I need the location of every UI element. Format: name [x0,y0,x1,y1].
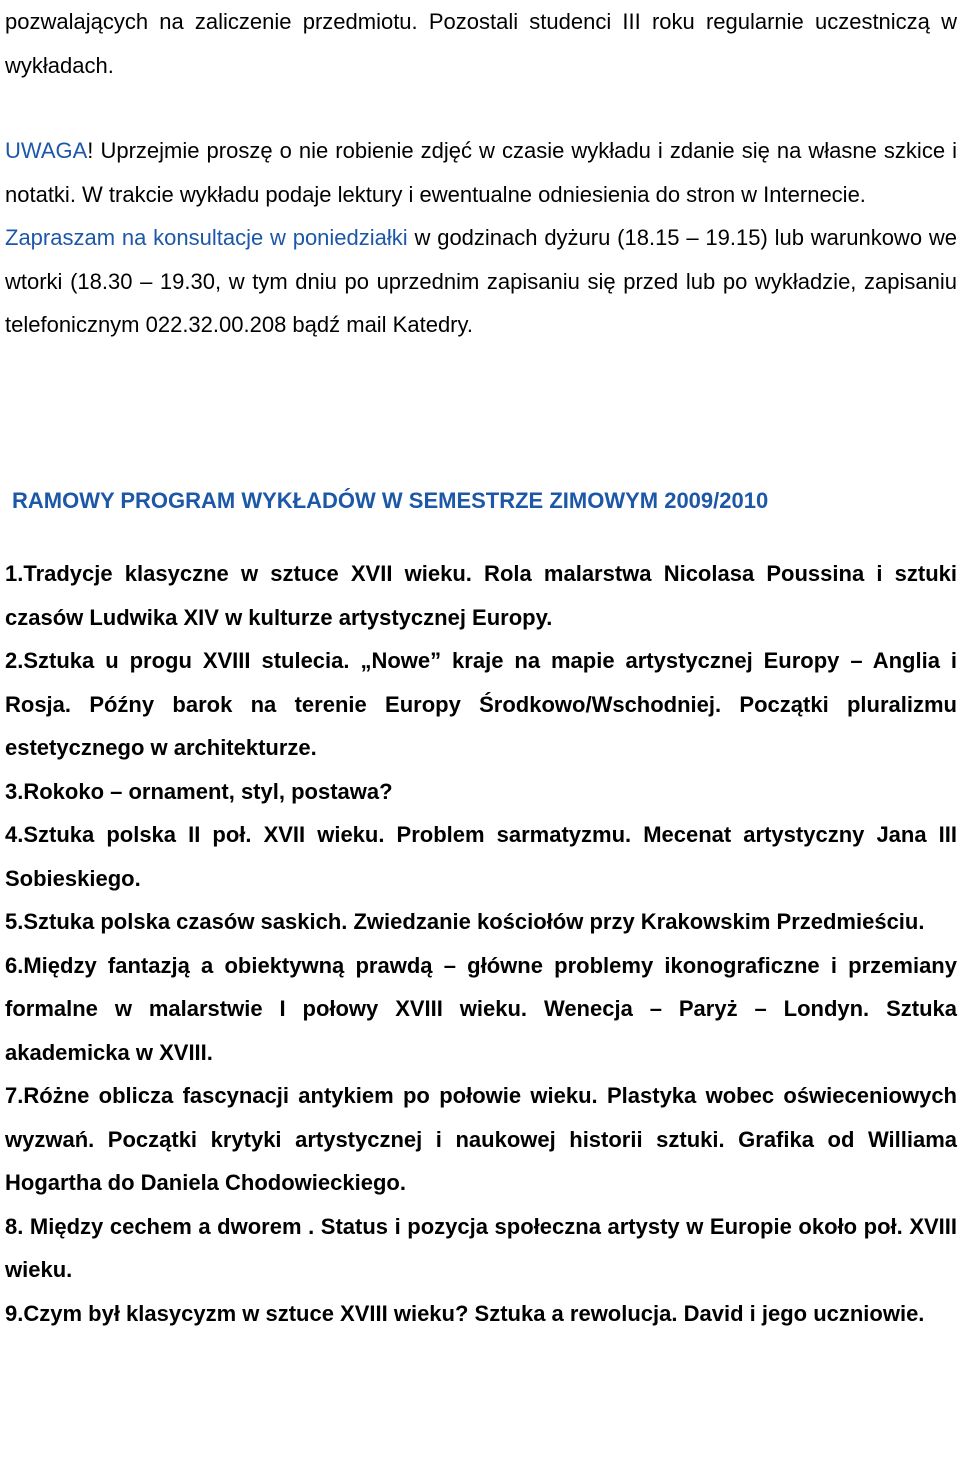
program-item-6: 6.Między fantazją a obiektywną prawdą – główne problemy ikonograficzne i przemiany formalne w malarstwie I połowy XVIII wieku. Wenecja – Paryż – Londyn. Sztuka akademicka w XVIII. [5,952,957,1065]
consultation-link[interactable]: Zapraszam na konsultacje w poniedziałki [5,225,408,250]
intro-paragraph-1: pozwalających na zaliczenie przedmiotu. Pozostali studenci III roku regularnie uczestniczą w wykładach. [5,9,957,78]
program-item-5: 5.Sztuka polska czasów saskich. Zwiedzanie kościołów przy Krakowskim Przedmieściu. [5,909,925,934]
program-item-2: 2.Sztuka u progu XVIII stulecia. „Nowe” kraje na mapie artystycznej Europy – Anglia i Rosja. Późny barok na terenie Europy Środkowo/Wschodniej. Początki pluralizmu estetycznego w architekturze. [5,648,957,760]
spacer [5,87,957,129]
spacer [5,347,957,479]
intro-paragraph-3 [5,216,957,347]
program-item-3: 3.Rokoko – ornament, styl, postawa? [5,778,393,804]
spacer [5,522,957,552]
intro-paragraph-3-text: w godzinach dyżuru (18.15 – 19.15) lub warunkowo we wtorki (18.30 – 19.30, w tym dniu po uprzednim zapisaniu się przed lub po wykładzie, zapisaniu telefonicznym 022.32.00.208 bądź mail Katedry. [5,225,957,337]
intro-paragraph-2-text: ! Uprzejmie proszę o nie robienie zdjęć w czasie wykładu i zdanie się na własne szkice i notatki. W trakcie wykładu podaje lektury i ewentualne odniesienia do stron w Internecie. [5,138,957,207]
program-item-7: 7.Różne oblicza fascynacji antykiem po połowie wieku. Plastyka wobec oświeceniowych wyzwań. Początki krytyki artystycznej i naukowej historii sztuki. Grafika od Williama Hogartha do Daniela Chodowieckiego. [5,1083,957,1195]
program-item-9: 9.Czym był klasycyzm w sztuce XVIII wieku? Sztuka a rewolucja. David i jego uczniowie. [5,1300,925,1326]
document-page [5,0,957,1335]
program-item-8: 8. Między cechem a dworem . Status i pozycja społeczna artysty w Europie około poł. XVIII wieku. [5,1213,957,1282]
uwaga-label: UWAGA [5,138,88,163]
intro-paragraph-2 [5,129,957,216]
program-list [5,552,957,1335]
program-item-1: 1.Tradycje klasyczne w sztuce XVII wieku. Rola malarstwa Nicolasa Poussina i sztuki czasów Ludwika XIV w kulturze artystycznej Europy. [5,561,957,630]
intro-section [5,0,957,347]
program-heading: RAMOWY PROGRAM WYKŁADÓW W SEMESTRZE ZIMOWYM 2009/2010 [12,487,769,513]
program-item-4: 4.Sztuka polska II poł. XVII wieku. Problem sarmatyzmu. Mecenat artystyczny Jana III Sobieskiego. [5,822,957,891]
